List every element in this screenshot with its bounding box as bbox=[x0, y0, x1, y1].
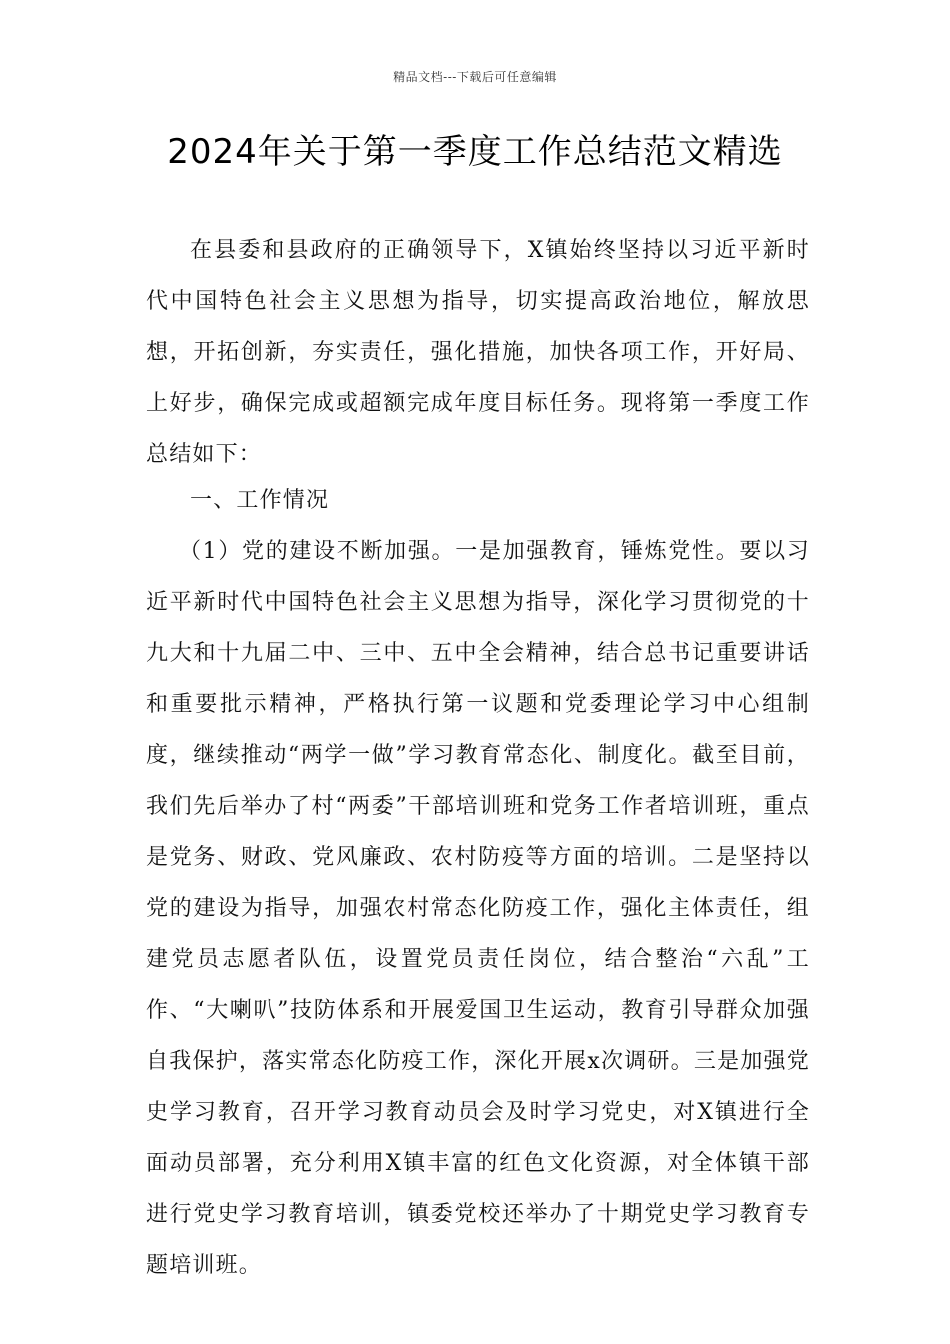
intro-paragraph: 在县委和县政府的正确领导下，X镇始终坚持以习近平新时代中国特色社会主义思想为指导，切实提高政治地位，解放思想，开拓创新，夯实责任，强化措施，加快各项工作，开好局、上好步，确保完成或超额完成年度目标任务。现将第一季度工作总结如下： bbox=[146, 238, 810, 467]
header-note: 精品文档---下载后可任意编辑 bbox=[393, 70, 557, 84]
section-heading: 一、工作情况 bbox=[190, 488, 330, 513]
document-title: 2024年关于第一季度工作总结范文精选 bbox=[167, 132, 783, 172]
party-building-paragraph: （1）党的建设不断加强。一是加强教育，锤炼党性。要以习近平新时代中国特色社会主义思想为指导，深化学习贯彻党的十九大和十九届二中、三中、五中全会精神，结合总书记重要讲话和重要批示精神，严格执行第一议题和党委理论学习中心组制度，继续推动“两学一做”学习教育常态化、制度化。截至目前，我们先后举办了村“两委”干部培训班和党务工作者培训班，重点是党务、财政、党风廉政、农村防疫等方面的培训。二是坚持以党的建设为指导，加强农村常态化防疫工作，强化主体责任，组建党员志愿者队伍，设置党员责任岗位，结合整治“六乱”工作、“大喇叭”技防体系和开展爱国卫生运动，教育引导群众加强自我保护，落实常态化防疫工作，深化开展x次调研。三是加强党史学习教育，召开学习教育动员会及时学习党史，对X镇进行全面动员部署，充分利用X镇丰富的红色文化资源，对全体镇干部进行党史学习教育培训，镇委党校还举办了十期党史学习教育专题培训班。 bbox=[146, 539, 810, 1278]
